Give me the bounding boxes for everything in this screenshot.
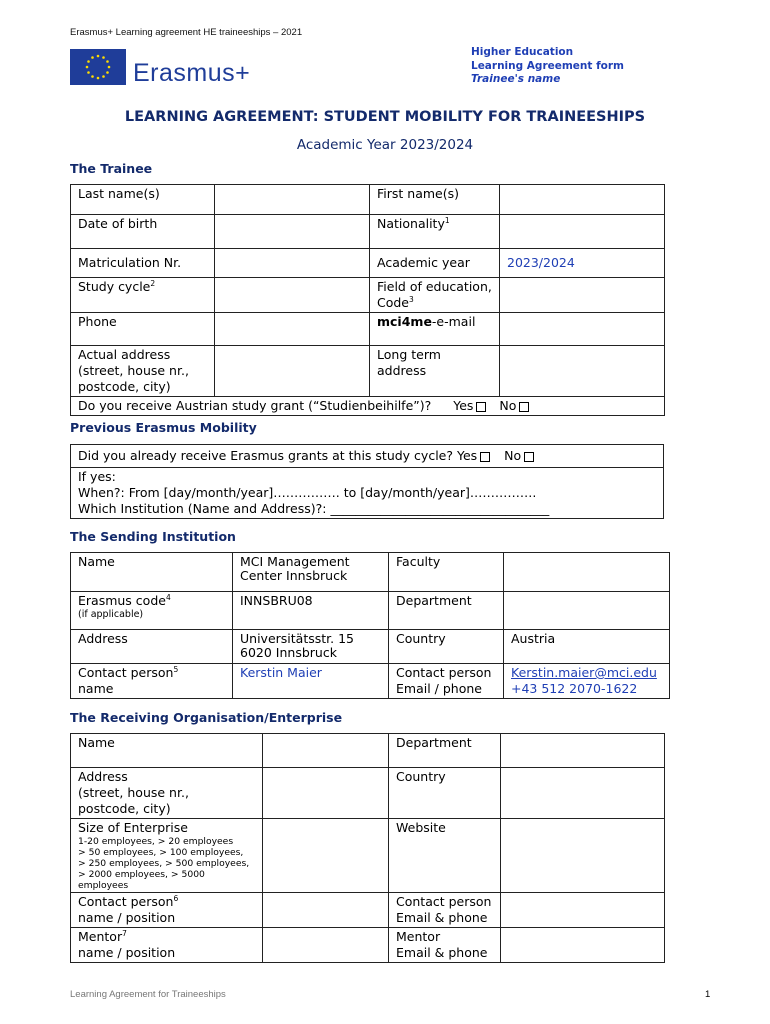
- dob-label: Date of birth: [71, 215, 215, 249]
- contact-person-label: [71, 664, 233, 699]
- receiving-name-label: Name: [71, 734, 263, 768]
- contact-email-link[interactable]: Kerstin.maier@mci.edu: [511, 665, 657, 680]
- footnote-ref-3: 3: [409, 294, 414, 304]
- previous-grant-row: [71, 445, 664, 468]
- contact-email-value: [504, 664, 670, 699]
- footnote-ref-5: 5: [173, 664, 179, 674]
- section-heading-sending: The Sending Institution: [70, 529, 236, 544]
- long-term-address-field[interactable]: [500, 346, 665, 397]
- sending-address-value[interactable]: [233, 630, 389, 664]
- long-term-line-2: address: [377, 363, 427, 378]
- mentor-email-line-1: Mentor: [396, 929, 441, 944]
- mentor-position: name / position: [78, 945, 176, 960]
- contact-person-value[interactable]: Kerstin Maier: [233, 664, 389, 699]
- size-option-3: > 250 employees, > 500 employees,: [78, 858, 250, 869]
- receiving-address-line-2: (street, house nr.,: [78, 785, 189, 800]
- previous-no-checkbox[interactable]: [524, 452, 534, 462]
- header-form-info: [471, 46, 624, 87]
- first-name-field[interactable]: [500, 185, 665, 215]
- matriculation-field[interactable]: [215, 249, 370, 278]
- mentor-email-label: [389, 928, 501, 963]
- header-line-2: Learning Agreement form: [471, 59, 624, 72]
- sending-institution-table: [70, 552, 670, 699]
- receiving-country-label: Country: [389, 768, 501, 819]
- field-line-2: Code: [377, 295, 410, 310]
- website-field[interactable]: [501, 819, 665, 893]
- faculty-label: Faculty: [389, 553, 504, 592]
- previous-mobility-table: [70, 444, 664, 519]
- erasmus-logo-text: Erasmus+: [133, 59, 251, 87]
- receiving-contact-email-label: [389, 893, 501, 928]
- contact-email-label: [389, 664, 504, 699]
- sending-name-value[interactable]: [233, 553, 389, 592]
- footnote-ref-7: 7: [122, 928, 127, 938]
- receiving-address-line-3: postcode, city): [78, 801, 171, 816]
- contact-person-name-text: name: [78, 681, 114, 696]
- section-heading-previous: Previous Erasmus Mobility: [70, 420, 257, 435]
- phone-field[interactable]: [215, 313, 370, 346]
- address-line-2: (street, house nr.,: [78, 363, 189, 378]
- header-line-1: Higher Education: [471, 46, 574, 58]
- sending-address-line-2: 6020 Innsbruck: [240, 645, 337, 660]
- mentor-text: Mentor: [78, 929, 123, 944]
- nationality-field[interactable]: [500, 215, 665, 249]
- nationality-text: Nationality: [377, 216, 445, 231]
- sending-address-line-1: Universitätsstr. 15: [240, 631, 354, 646]
- enterprise-size-text: Size of Enterprise: [78, 820, 188, 835]
- field-of-education-label: [370, 278, 500, 313]
- country-value[interactable]: Austria: [504, 630, 670, 664]
- study-cycle-field[interactable]: [215, 278, 370, 313]
- enterprise-size-label: [71, 819, 263, 893]
- size-option-1: 1-20 employees, > 20 employees: [78, 836, 234, 847]
- previous-yes-checkbox[interactable]: [480, 452, 490, 462]
- eu-flag-icon: [70, 49, 126, 85]
- receiving-address-line-1: Address: [78, 769, 128, 784]
- receiving-address-field[interactable]: [263, 768, 389, 819]
- page-subtitle: Academic Year 2023/2024: [296, 137, 474, 153]
- section-heading-receiving: The Receiving Organisation/Enterprise: [70, 710, 343, 725]
- first-name-label: First name(s): [370, 185, 500, 215]
- email-field[interactable]: [500, 313, 665, 346]
- actual-address-label: [71, 346, 215, 397]
- previous-no-label: No: [504, 448, 522, 463]
- grant-yes-label: Yes: [453, 398, 474, 413]
- academic-year-label: Academic year: [370, 249, 500, 278]
- previous-which-institution[interactable]: Which Institution (Name and Address)?: ___________________________________: [78, 501, 550, 516]
- field-line-1: Field of education,: [377, 279, 492, 294]
- study-grant-row: [71, 397, 665, 416]
- last-name-label: Last name(s): [71, 185, 215, 215]
- receiving-country-field[interactable]: [501, 768, 665, 819]
- header-line-3: Trainee's name: [471, 73, 561, 85]
- country-label: Country: [389, 630, 504, 664]
- academic-year-value[interactable]: 2023/2024: [500, 249, 665, 278]
- nationality-label: [370, 215, 500, 249]
- mentor-field[interactable]: [263, 928, 389, 963]
- footnote-ref-2: 2: [150, 278, 156, 288]
- erasmus-code-text: Erasmus code: [78, 593, 166, 608]
- contact-phone-value[interactable]: +43 512 2070-1622: [511, 681, 638, 696]
- contact-person-text: Contact person: [78, 665, 174, 680]
- page-footer: Learning Agreement for Traineeships: [70, 989, 226, 1000]
- contact-email-line-2: Email / phone: [396, 681, 482, 696]
- page-number: 1: [705, 989, 711, 1000]
- field-of-education-field[interactable]: [500, 278, 665, 313]
- previous-when[interactable]: When?: From [day/month/year]……………. to [day/month/year]…………….: [78, 485, 537, 500]
- department-field[interactable]: [504, 592, 670, 630]
- dob-field[interactable]: [215, 215, 370, 249]
- matriculation-label: Matriculation Nr.: [71, 249, 215, 278]
- last-name-field[interactable]: [215, 185, 370, 215]
- email-label-bold: mci4me: [377, 314, 432, 329]
- sending-name-line-1: MCI Management: [240, 554, 350, 569]
- grant-no-label: No: [499, 398, 517, 413]
- receiving-contact-email-field[interactable]: [501, 893, 665, 928]
- faculty-field[interactable]: [504, 553, 670, 592]
- if-yes-label: If yes:: [78, 469, 116, 484]
- erasmus-code-label: [71, 592, 233, 630]
- section-heading-trainee: The Trainee: [70, 161, 153, 176]
- grant-no-checkbox[interactable]: [519, 402, 529, 412]
- receiving-contact-email-line-2: Email & phone: [396, 910, 488, 925]
- sending-name-line-2: Center Innsbruck: [240, 568, 348, 583]
- previous-details: [71, 468, 664, 519]
- receiving-address-label: [71, 768, 263, 819]
- previous-question: Did you already receive Erasmus grants at this study cycle?: [78, 448, 453, 463]
- department-label: Department: [389, 592, 504, 630]
- mentor-email-field[interactable]: [501, 928, 665, 963]
- previous-yes-label: Yes: [456, 448, 478, 463]
- grant-yes-checkbox[interactable]: [476, 402, 486, 412]
- trainee-table: [70, 184, 665, 416]
- mentor-email-line-2: Email & phone: [396, 945, 488, 960]
- receiving-name-field[interactable]: [263, 734, 389, 768]
- footnote-ref-6: 6: [173, 893, 179, 903]
- sending-name-label: Name: [71, 553, 233, 592]
- email-label: [370, 313, 500, 346]
- footnote-ref-1: 1: [444, 215, 450, 225]
- receiving-contact-field[interactable]: [263, 893, 389, 928]
- receiving-contact-label: [71, 893, 263, 928]
- receiving-contact-position: name / position: [78, 910, 176, 925]
- enterprise-size-field[interactable]: [263, 819, 389, 893]
- long-term-address-label: [370, 346, 500, 397]
- study-grant-question: Do you receive Austrian study grant (“Studienbeihilfe”)?: [78, 398, 432, 413]
- long-term-line-1: Long term: [377, 347, 441, 362]
- erasmus-code-value[interactable]: INNSBRU08: [233, 592, 389, 630]
- phone-label: Phone: [71, 313, 215, 346]
- size-option-2: > 50 employees, > 100 employees,: [78, 847, 244, 858]
- website-label: Website: [389, 819, 501, 893]
- mentor-label: [71, 928, 263, 963]
- contact-email-line-1: Contact person: [396, 665, 492, 680]
- footnote-ref-4: 4: [165, 592, 171, 602]
- address-line-3: postcode, city): [78, 379, 171, 394]
- receiving-contact-text: Contact person: [78, 894, 174, 909]
- receiving-department-field[interactable]: [501, 734, 665, 768]
- actual-address-field[interactable]: [215, 346, 370, 397]
- if-applicable-note: (if applicable): [78, 609, 144, 620]
- study-cycle-text: Study cycle: [78, 279, 151, 294]
- receiving-contact-email-line-1: Contact person: [396, 894, 492, 909]
- sending-address-label: Address: [71, 630, 233, 664]
- address-line-1: Actual address: [78, 347, 171, 362]
- size-option-4: > 2000 employees, > 5000 employees: [78, 869, 205, 891]
- document-header-note: Erasmus+ Learning agreement HE traineeships – 2021: [70, 27, 303, 38]
- receiving-organisation-table: [70, 733, 665, 963]
- receiving-department-label: Department: [389, 734, 501, 768]
- study-cycle-label: [71, 278, 215, 313]
- page-title: LEARNING AGREEMENT: STUDENT MOBILITY FOR TRAINEESHIPS: [124, 109, 646, 125]
- email-label-rest: -e-mail: [431, 314, 476, 329]
